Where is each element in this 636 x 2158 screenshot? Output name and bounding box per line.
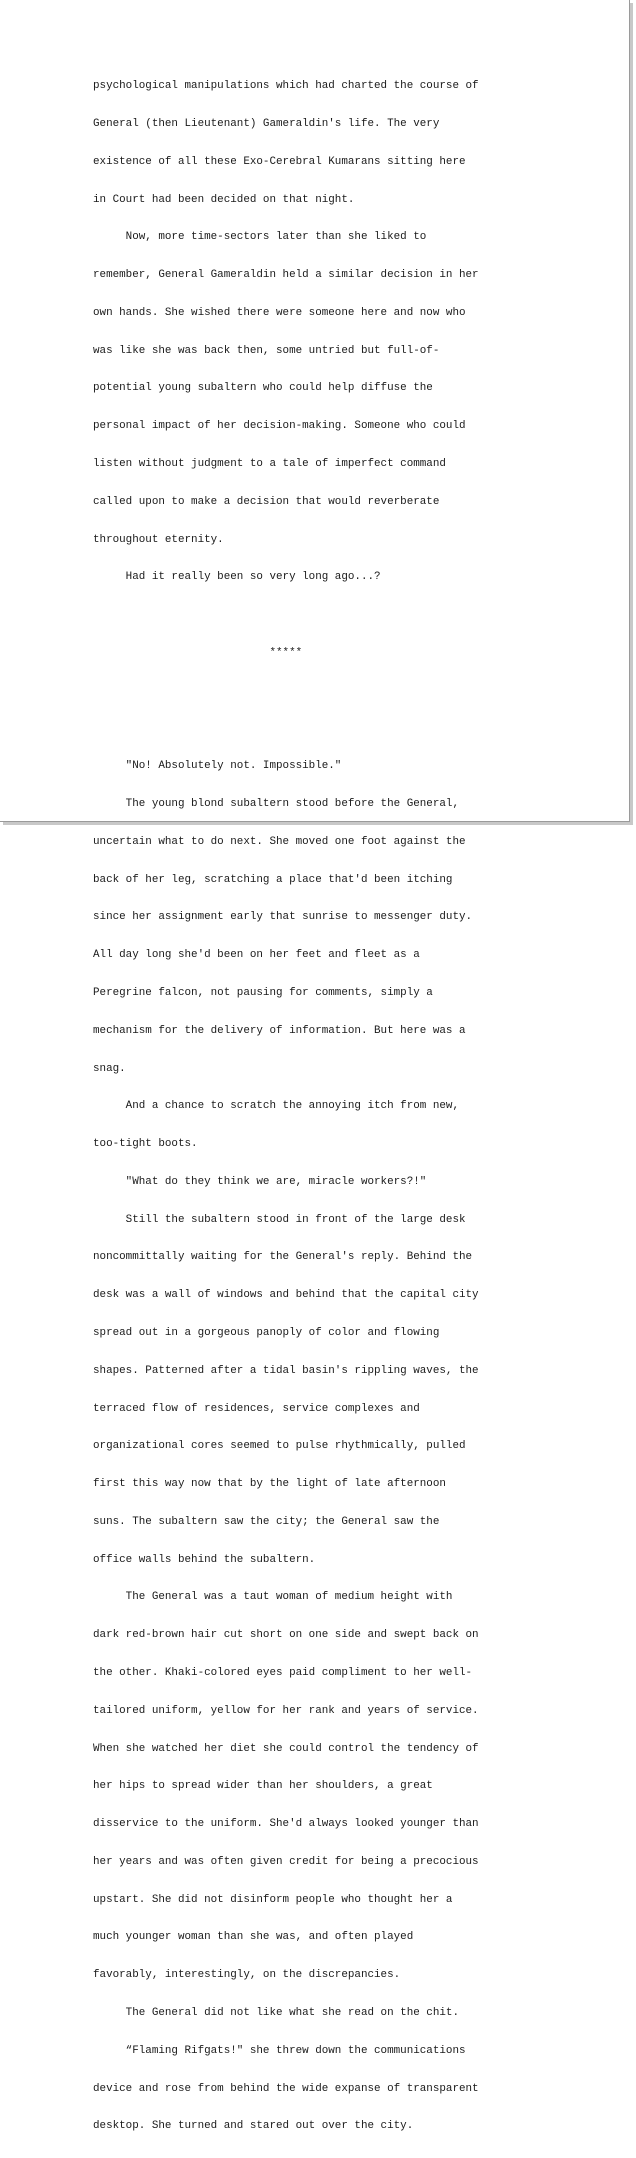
text-line: "What do they think we are, miracle workers?!" (93, 1175, 427, 1188)
text-line: the other. Khaki-colored eyes paid compliment to her well- (93, 1667, 473, 1679)
text-line: terraced flow of residences, service complexes and (93, 1402, 420, 1415)
text-line: listen without judgment to a tale of imperfect command (93, 458, 446, 470)
text-line: "No! Absolutely not. Impossible." (93, 760, 342, 773)
text-line: tailored uniform, yellow for her rank and years of service. (93, 1704, 479, 1717)
text-line: office walls behind the subaltern. (93, 1553, 316, 1566)
text-line: uncertain what to do next. She moved one foot against the (93, 835, 466, 848)
text-line: When she watched her diet she could control the tendency of (93, 1742, 479, 1755)
text-line: Now, more time-sectors later than she liked to (93, 231, 427, 244)
blank-line (93, 609, 553, 622)
text-line: dark red-brown hair cut short on one side and swept back on (93, 1629, 479, 1642)
text-line: desk was a wall of windows and behind that the capital city (93, 1289, 479, 1302)
text-line: disservice to the uniform. She'd always looked younger than (93, 1818, 479, 1831)
text-line: mechanism for the delivery of information. But here was a (93, 1024, 466, 1037)
text-line: The General did not like what she read on the chit. (93, 2007, 459, 2020)
text-line: desktop. She turned and stared out over the city. (93, 2120, 414, 2133)
text-line: Peregrine falcon, not pausing for comments, simply a (93, 986, 433, 999)
text-line: The young blond subaltern stood before the General, (93, 798, 459, 811)
text-line: spread out in a gorgeous panoply of color and flowing (93, 1326, 440, 1339)
text-line: “Flaming Rifgats!" she threw down the communications (93, 2044, 466, 2057)
text-line: noncommittally waiting for the General's reply. Behind the (93, 1251, 473, 1264)
text-line: since her assignment early that sunrise to messenger duty. (93, 911, 473, 924)
text-line: too-tight boots. (93, 1138, 198, 1151)
text-line: Still the subaltern stood in front of the large desk (93, 1213, 466, 1226)
text-line: much younger woman than she was, and often played (93, 1931, 414, 1944)
text-line: existence of all these Exo-Cerebral Kumarans sitting here (93, 155, 466, 168)
body-text (93, 55, 553, 2158)
text-line: called upon to make a decision that would reverberate (93, 495, 440, 508)
text-line: All day long she'd been on her feet and fleet as a (93, 949, 420, 962)
text-line: organizational cores seemed to pulse rhythmically, pulled (93, 1440, 466, 1453)
text-line: And a chance to scratch the annoying itch from new, (93, 1100, 459, 1113)
text-line: device and rose from behind the wide expanse of transparent (93, 2082, 479, 2095)
blank-line (93, 722, 553, 735)
text-line: remember, General Gameraldin held a similar decision in her (93, 269, 479, 282)
text-line: her hips to spread wider than her shoulders, a great (93, 1780, 433, 1793)
text-line: throughout eternity. (93, 533, 224, 546)
text-line: Had it really been so very long ago...? (93, 571, 381, 584)
text-line: in Court had been decided on that night. (93, 193, 355, 206)
text-line: upstart. She did not disinform people who thought her a (93, 1893, 453, 1906)
text-line: snag. (93, 1062, 126, 1075)
text-line: back of her leg, scratching a place that'd been itching (93, 873, 453, 886)
section-break: ***** (93, 646, 303, 659)
text-line: potential young subaltern who could help diffuse the (93, 382, 433, 395)
text-line: suns. The subaltern saw the city; the General saw the (93, 1515, 440, 1528)
text-line: her years and was often given credit for being a precocious (93, 1855, 479, 1868)
text-line: first this way now that by the light of late afternoon (93, 1478, 446, 1491)
text-line: personal impact of her decision-making. Someone who could (93, 420, 466, 433)
text-line: psychological manipulations which had charted the course of (93, 80, 479, 93)
text-line: The General was a taut woman of medium height with (93, 1591, 453, 1604)
text-line: was like she was back then, some untried but full-of- (93, 344, 440, 357)
text-line: shapes. Patterned after a tidal basin's rippling waves, the (93, 1364, 479, 1377)
text-line: General (then Lieutenant) Gameraldin's life. The very (93, 117, 440, 130)
text-line: own hands. She wished there were someone here and now who (93, 306, 466, 319)
text-line: favorably, interestingly, on the discrepancies. (93, 1969, 401, 1982)
blank-line (93, 685, 553, 698)
